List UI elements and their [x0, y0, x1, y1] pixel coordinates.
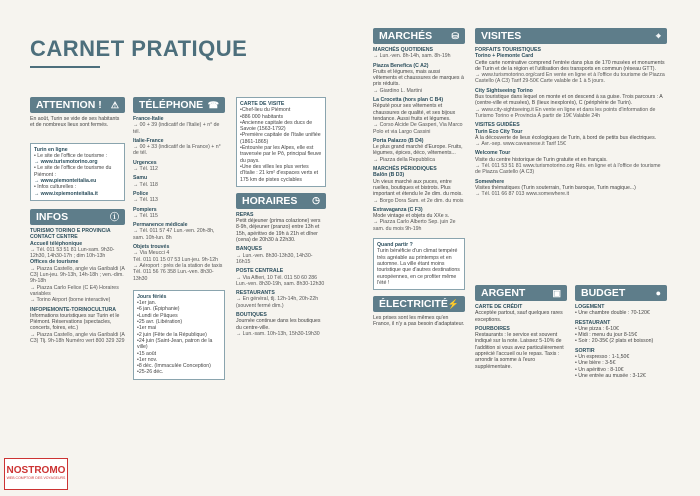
- infos-s1h: TURISMO TORINO E PROVINCIA CONTACT CENTRE: [30, 227, 111, 241]
- logo-sub: WEB COMPTOIR DES VOYAGEURS: [6, 476, 66, 480]
- infos-header: INFOS ⓘ: [30, 209, 125, 225]
- bud-s: • Une entrée au musée : 3-12€: [575, 372, 646, 379]
- tel-ot1: → Via Meucci 4: [133, 250, 170, 257]
- infos-a2: → Piazza Castello, angle via Garibaldi (A C3) Lun-jeu. 9h-13h, 14h-18h ; ven.-dim. 9h-18h: [30, 265, 125, 285]
- bud-sh: SORTIR: [575, 347, 595, 354]
- infos-a4: → Torino Airport (borne interactive): [30, 297, 111, 304]
- online-title: Turin en ligne: [34, 146, 68, 153]
- hor-ph: POSTE CENTRALE: [236, 268, 284, 275]
- nostromo-logo: [4, 458, 68, 490]
- mar-pp1: Le plus grand marché d'Europe. Fruits, légumes, épices, déco, vêtements...: [373, 144, 463, 157]
- vis-tc1: Cette carte nominative comprend l'entrée dans plus de 170 musées et monuments de Turin et de la région et l'utilisation des transports en commun (réseau GTT).: [475, 59, 665, 72]
- visites-header: VISITES ⌖: [475, 28, 667, 44]
- hor-bo1: → Lun.-sam. 10h-13h, 15h30-19h30: [236, 330, 320, 337]
- arg-c: Acceptée partout, sauf quelques rares exceptions.: [475, 310, 563, 323]
- budget-header: BUDGET ●: [575, 285, 667, 301]
- vis-sw2: → Tél. 011 66 87 013 www.somewhere.it: [475, 191, 570, 198]
- tel-if1: → 00 + 33 (indicatif de la France) + n° de tél.: [133, 144, 221, 157]
- tel-fi1: → 00 + 39 (indicatif de l'Italie) + n° de tél.: [133, 122, 220, 135]
- electricite-header: ÉLECTRICITÉ ⚡: [373, 296, 465, 312]
- tel-p1: → Tél. 113: [133, 197, 158, 204]
- hor-rsh: RESTAURANTS: [236, 290, 275, 297]
- feries-item: •24 juin (Saint-Jean, patron de la ville): [137, 337, 213, 351]
- mar-ba: Balôn (B D3): [373, 172, 405, 179]
- bud-s: • Un apéritivo : 8-10€: [575, 366, 624, 373]
- feries-title: Jours fériés: [137, 293, 167, 300]
- vis-te1: À la découverte de lieux écologiques de Turin, à bord de petits bus électriques.: [475, 134, 657, 141]
- vis-wt: Welcome Tour: [475, 150, 511, 157]
- feries-item: •1er jan.: [137, 300, 157, 307]
- tel-ot2: Tél. 011 01 15 07 53 Lun-jeu. 9h-12h: [133, 256, 218, 263]
- warning-icon: ⚠: [110, 99, 119, 110]
- mar-pb: Piazza Benefica (C A2): [373, 62, 429, 69]
- vis-gh: VISITES GUIDÉES: [475, 122, 520, 129]
- horaires-header: HORAIRES ◷: [236, 193, 326, 209]
- bud-r: • Soir : 20-35€ (2 plats et boisson): [575, 338, 654, 345]
- infos-a1: → Tél. 011 53 51 81 Lun-sam. 9h30-12h30, 14h30-17h ; dim 10h-13h: [30, 246, 115, 260]
- clock-icon: ◷: [312, 195, 320, 206]
- feries-item: •1er nov.: [137, 356, 158, 363]
- mar-pp: Porta Palazzo (B D4): [373, 137, 424, 144]
- phone-icon: ☎: [207, 99, 219, 110]
- tel-po1: → Tél. 115: [133, 212, 158, 219]
- tel-p: Police: [133, 190, 149, 197]
- tel-pm1: → Tél. 011 57 47 Lun.-ven. 20h-8h, sam. 10h-lun. 8h: [133, 228, 215, 241]
- bud-l: • Une chambre double : 70-120€: [575, 310, 650, 317]
- carte-item: •886 000 habitants: [240, 113, 284, 120]
- attention-text: En août, Turin se vide de ses habitants et de nombreux lieux sont fermés.: [30, 116, 120, 129]
- bud-s: • Un espresso : 1-1,50€: [575, 354, 630, 361]
- argent-header: ARGENT ▣: [475, 285, 567, 301]
- tel-po: Pompiers: [133, 206, 157, 213]
- bud-r: • Une pizza : 6-10€: [575, 325, 619, 332]
- hor-r: Petit déjeuner (prima colazione) vers 8-9h, déjeuner (pranzo) entre 13h et 15h, apéritivo de 19h à 21h et dîner (cena) de 20h30 à 22h30.: [236, 218, 321, 244]
- vis-wt2: → Tél. 011 53 51 81 www.turismotorino.org Rés. en ligne et à l'office de tourisme de Piazza Castello (A C3): [475, 163, 661, 176]
- quand-title: Quand partir ?: [377, 242, 413, 249]
- bud-lh: LOGEMENT: [575, 304, 605, 310]
- infos-a3: → Piazza Carlo Felice (C E4) Horaires variables: [30, 284, 119, 297]
- mar-ph: MARCHÉS PÉRIODIQUES: [373, 166, 437, 173]
- feries-item: •15 août: [137, 350, 157, 357]
- hor-rs: → En général, tlj. 12h-14h, 20h-22h (souvent fermé dim.): [236, 296, 319, 309]
- online-l1: • Le site de l'office de tourisme :: [34, 152, 108, 159]
- basket-icon: ⛁: [451, 30, 459, 41]
- bolt-icon: ⚡: [447, 298, 460, 309]
- carte-item: •Entourée par les Alpes, elle est traversée par le Pô, principal fleuve du pays.: [240, 145, 322, 164]
- carte-item: •Une des villes les plus vertes d'Italie : 21 km² d'espaces verts et 175 km de pistes cyclables: [240, 163, 319, 183]
- telephone-header: TÉLÉPHONE ☎: [133, 97, 225, 113]
- wallet-icon: ▣: [552, 287, 561, 298]
- feries-item: •Lundi de Pâques: [137, 312, 178, 319]
- arg-p: Restaurants : le service est souvent indiqué sur la note. Laissez 5-10% de l'addition si vous avez particulièrement apprécié l'accueil ou le repas. Taxis : arrondir la somme à l'euro supplémentaire.: [475, 332, 564, 370]
- hor-bh: BANQUES: [236, 246, 262, 253]
- vis-te: Turin Eco City Tour: [475, 128, 523, 135]
- feries-item: •25 avr. (Libération): [137, 319, 183, 326]
- infos-s2h: INFOPIEMONTE-TORINOCULTURA: [30, 306, 116, 313]
- hor-p: → Via Alfieri, 10 Tél. 011 50 60 286 Lun.-ven. 8h30-19h, sam. 8h30-12h30: [236, 274, 325, 287]
- page-title: CARNET PRATIQUE: [30, 36, 248, 61]
- online-link2[interactable]: → www.piemonteitalia.eu: [34, 178, 97, 185]
- mar-lc: La Crocetta (hors plan C B4): [373, 97, 444, 104]
- mar-pb2: → Giardino L. Martini: [373, 87, 423, 94]
- mar-q1: → Lun.-ven. 8h-14h, sam. 8h-19h: [373, 53, 451, 60]
- online-box: [30, 143, 125, 201]
- tel-u1: → Tél. 112: [133, 166, 158, 173]
- mar-ex: Extravaganza (C F3): [373, 206, 423, 213]
- online-link1[interactable]: → www.turismotorino.org: [34, 159, 98, 166]
- tel-ot3: → Aéroport : près de la station de taxis Tél. 011 56 76 358 Lun.-ven. 8h30-13h30: [133, 262, 223, 282]
- attention-header: ATTENTION ! ⚠: [30, 97, 125, 113]
- feries-item: •6 jan. (Épiphanie): [137, 306, 180, 313]
- carte-item: •Chef-lieu du Piémont: [240, 107, 291, 114]
- elec-text: Les prises sont les mêmes qu'en France, il n'y a pas besoin d'adaptateur.: [373, 315, 465, 328]
- feries-item: •8 déc. (Immaculée Conception): [137, 363, 211, 370]
- tel-s: Samu: [133, 175, 148, 182]
- info-icon: ⓘ: [109, 212, 119, 223]
- infos-s2: Informations touristiques sur Turin et le Piémont. Réservations (spectacles, concerts, foires, etc.): [30, 312, 120, 332]
- tel-fi: France-Italie: [133, 116, 164, 122]
- feries-item: •2 juin (Fête de la République): [137, 331, 207, 338]
- online-l3: • Infos culturelles :: [34, 184, 77, 191]
- mar-qh: MARCHÉS QUOTIDIENS: [373, 47, 433, 53]
- tel-pm: Permanence médicale: [133, 222, 188, 229]
- feries-item: •1er mai: [137, 325, 157, 332]
- map-pin-icon: ⌖: [655, 30, 661, 41]
- vis-sw: Somewhere: [475, 178, 505, 185]
- hor-bo: Journée continue dans les boutiques du centre-ville.: [236, 318, 321, 331]
- infos-a1h: Accueil téléphonique: [30, 240, 83, 247]
- vis-fh: FORFAITS TOURISTIQUES: [475, 47, 541, 53]
- quand-box: [373, 238, 465, 290]
- carte-item: •Première capitale de l'Italie unifiée (1861-1865): [240, 132, 321, 145]
- arg-ch: CARTE DE CRÉDIT: [475, 304, 523, 310]
- feries-box: [133, 290, 225, 380]
- vis-tc: Torino + Piemonte Card: [475, 53, 534, 60]
- mar-ba1: Un vieux marché aux puces, entre ruelles, boutiques et bistrots. Plus important et étendu le 2e dim. du mois.: [373, 178, 463, 198]
- online-l2: • Le site de l'office de tourisme du Piémont :: [34, 165, 112, 178]
- vis-wt1: Visite du centre historique de Turin gratuite et en français.: [475, 156, 608, 163]
- feries-item: •25-26 déc.: [137, 369, 164, 376]
- vis-cs: City Sightseeing Torino: [475, 87, 533, 94]
- tel-u: Urgences: [133, 159, 157, 166]
- vis-te2: → Avr.-sep. www.caveanese.it Tarif 15€: [475, 141, 566, 148]
- vis-cs2: → www.city-sightseeing.it En vente en ligne et dans les points d'information de Turismo Torino e Provincia À partir de 19€ Valable 24h: [475, 106, 656, 119]
- mar-ba2: → Borgo Dora Sam. et 2e dim. du mois: [373, 197, 464, 204]
- carte-box: [236, 97, 326, 187]
- quand-text: Turin bénéficie d'un climat tempéré très agréable au printemps et en automne. La ville étant moins touristique que d'autres destinations européennes, en ce profiter même l'été !: [377, 248, 460, 286]
- mar-ex2: → Piazza Carlo Alberto Sep. juin 2e sam. du mois 9h-19h: [373, 219, 456, 232]
- piggy-bank-icon: ●: [655, 288, 661, 298]
- vis-tc2: → www.turismotorino.org/card En vente en ligne et à l'office du tourisme de Piazza Castello (A C3) Tarif 29-50€ Carte valable de 1 à 5 jours.: [475, 72, 665, 85]
- bud-rh: RESTAURANT: [575, 319, 611, 326]
- tel-if: Italie-France: [133, 137, 164, 144]
- mar-ex1: Mode vintage et objets du XXe s.: [373, 213, 450, 220]
- tel-ot: Objets trouvés: [133, 244, 170, 251]
- hor-boh: BOUTIQUES: [236, 312, 267, 319]
- hor-b: → Lun.-ven. 8h30-13h30, 14h30-16h15: [236, 252, 313, 265]
- online-link3[interactable]: → www.ixpiemonteitalia.it: [34, 190, 98, 197]
- logo-name: NOSTROMO: [6, 465, 66, 476]
- infos-s2a: → Piazza Castello, angle via Garibaldi (A C3) Tlj. 9h-18h Numéro vert 800 329 329: [30, 331, 125, 345]
- vis-sw1: Visites thématiques (Turin souterrain, Turin baroque, Turin magique...): [475, 184, 636, 191]
- mar-pb1: Fruits et légumes, mais aussi vêtements et chaussures de marques à prix réduits.: [373, 68, 464, 88]
- arg-ph: POURBOIRES: [475, 325, 510, 332]
- mar-pp2: → Piazza della Repubblica: [373, 156, 435, 163]
- carte-title: CARTE DE VISITE: [240, 101, 285, 107]
- carte-item: •Ancienne capitale des ducs de Savoie (1563-1792): [240, 119, 313, 133]
- bud-r: • Midi : menu du jour 8-15€: [575, 332, 638, 339]
- mar-lc2: → Corso Alcide De Gasperi, Via Marco Polo et via Largo Cassini: [373, 122, 463, 135]
- infos-a2h: Offices de tourisme: [30, 259, 79, 266]
- marches-header: MARCHÉS ⛁: [373, 28, 465, 44]
- bud-s: • Une bière : 3-5€: [575, 360, 616, 367]
- hor-rh: REPAS: [236, 211, 254, 218]
- tel-s1: → Tél. 118: [133, 181, 158, 188]
- vis-cs1: Bus touristique dans lequel on monte et on descend à sa guise. Trois parcours : A (centre-ville et musées), B (lieux inexplorés), C (périphérie de Turin).: [475, 94, 663, 107]
- mar-lc1: Réputé pour ses vêtements et chaussures de qualité, et ses bijoux tendance. Aussi fruits et légumes.: [373, 103, 456, 122]
